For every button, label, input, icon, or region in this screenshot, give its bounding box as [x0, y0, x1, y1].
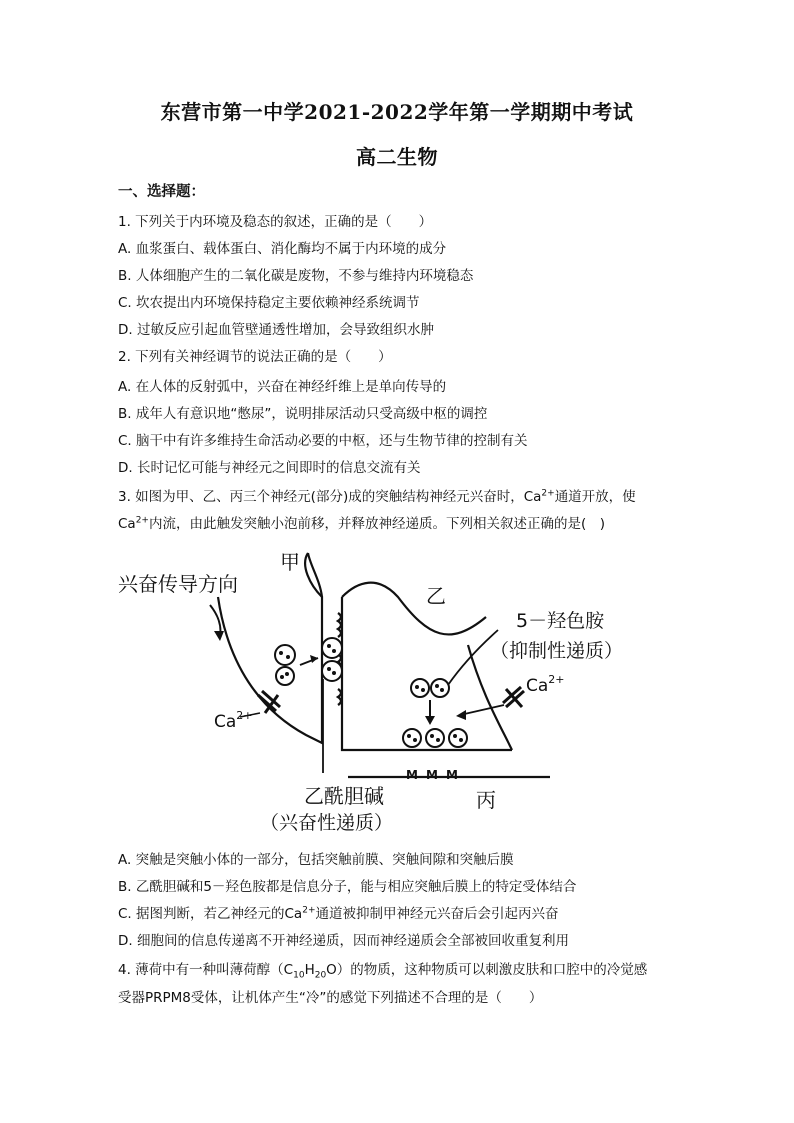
question-3-option-d: D. 细胞间的信息传递离不开神经递质，因而神经递质会全部被回收重复利用 [118, 933, 569, 949]
question-2-option-c: C. 脑干中有许多维持生命活动必要的中枢，还与生物节律的控制有关 [118, 433, 528, 449]
label-ach-desc: （兴奋性递质） [260, 812, 394, 834]
synapse-figure [110, 545, 680, 840]
receptor-marks-bing [406, 768, 458, 782]
label-5ht-desc: （抑制性递质） [490, 640, 624, 662]
exam-subtitle: 高二生物 [356, 145, 438, 169]
label-yi: 乙 [426, 584, 446, 608]
question-4-stem-line2: 受器PRPM8受体，让机体产生“冷”的感觉下列描述不合理的是（ ） [118, 990, 543, 1006]
question-1-option-d: D. 过敏反应引起血管壁通透性增加，会导致组织水肿 [118, 322, 434, 338]
question-3-option-b: B. 乙酰胆碱和5－羟色胺都是信息分子，能与相应突触后膜上的特定受体结合 [118, 879, 577, 895]
ca-right-arrow [460, 705, 504, 715]
question-2-option-a: A. 在人体的反射弧中，兴奋在神经纤维上是单向传导的 [118, 379, 447, 395]
vesicles-yi [403, 679, 467, 747]
direction-arrowhead [214, 631, 224, 641]
label-bing: 丙 [476, 788, 496, 812]
question-1-option-b: B. 人体细胞产生的二氧化碳是废物，不参与维持内环境稳态 [118, 268, 474, 284]
neuron-yi-cleft-membrane [342, 597, 512, 750]
question-3-option-a: A. 突触是突触小体的一部分，包括突触前膜、突触间隙和突触后膜 [118, 852, 514, 868]
section-heading: 一、选择题： [118, 183, 205, 200]
neuron-yi-top [342, 583, 486, 635]
ca-channel-right [503, 687, 524, 707]
vesicle-arrowhead-jia [310, 655, 318, 663]
question-1-stem: 1. 下列关于内环境及稳态的叙述，正确的是（ ） [118, 214, 433, 230]
question-2-option-b: B. 成年人有意识地“憋尿”，说明排尿活动只受高级中枢的调控 [118, 406, 488, 422]
question-3-stem-line2: $Ca^{2+}$内流，由此触发突触小泡前移，并释放神经递质。下列相关叙述正确的是( ) [118, 515, 606, 532]
ca-right-arrowhead [456, 710, 466, 720]
label-jia: 甲 [280, 550, 300, 574]
label-direction: 兴奋传导方向 [118, 572, 238, 596]
ca-channel-left [258, 691, 280, 713]
question-2-stem: 2. 下列有关神经调节的说法正确的是（ ） [118, 349, 392, 365]
label-ach-name: 乙酰胆碱 [304, 784, 384, 808]
svg-text:M: M [446, 768, 458, 782]
svg-text:M: M [406, 768, 418, 782]
label-ca-left: $Ca^{2+}$ [214, 709, 253, 732]
question-3-option-c: C. 据图判断，若乙神经元的$Ca^{2+}$通道被抑制甲神经元兴奋后会引起丙兴奋 [118, 905, 559, 922]
vesicle-arrowhead-yi [425, 716, 435, 725]
receptor-marks-yi [338, 613, 341, 705]
exam-title: 东营市第一中学2021-2022学年第一学期期中考试 [160, 100, 634, 124]
label-5ht-name: 5－羟色胺 [516, 610, 605, 632]
svg-text:M: M [426, 768, 438, 782]
question-1-option-c: C. 坎农提出内环境保持稳定主要依赖神经系统调节 [118, 295, 420, 311]
label-ca-right: $Ca^{2+}$ [526, 673, 565, 696]
question-3-stem-line1: 3. 如图为甲、乙、丙三个神经元(部分)成的突触结构神经元兴奋时，$Ca^{2+}$通道开放，使 [118, 488, 636, 505]
question-4-stem-line1: 4. 薄荷中有一种叫薄荷醇$(C_{10}H_{20}O)$的物质，这种物质可以刺激皮肤和口腔中的冷觉感 [118, 962, 648, 981]
question-1-option-a: A. 血浆蛋白、载体蛋白、消化酶均不属于内环境的成分 [118, 241, 447, 257]
question-2-option-d: D. 长时记忆可能与神经元之间即时的信息交流有关 [118, 460, 421, 476]
